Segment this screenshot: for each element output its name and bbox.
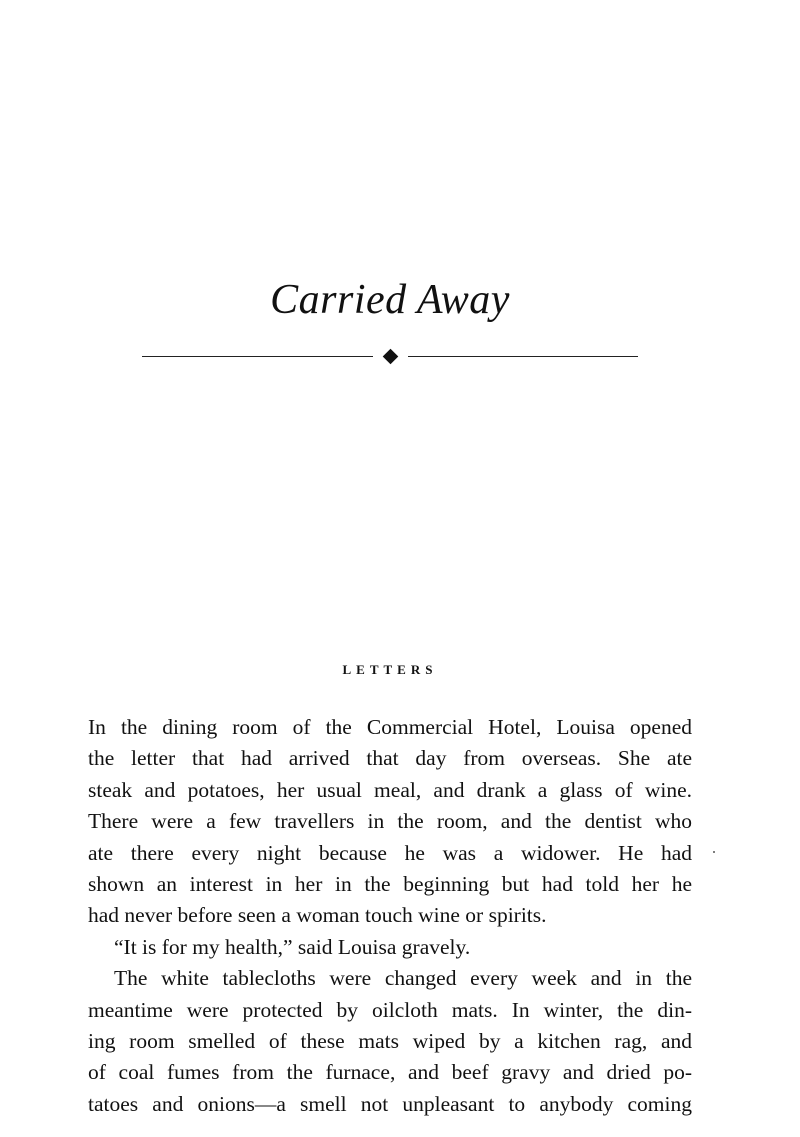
text-line: In the dining room of the Commercial Hotel, Louisa opened [88,715,692,739]
text-line: ing room smelled of these mats wiped by a kitchen rag, and [88,1028,692,1053]
text-line: tatoes and onions—a smell not unpleasant to anybody coming [88,1091,692,1116]
text-line: The white tablecloths were changed every week and in the [114,966,692,991]
text-line: had never before seen a woman touch wine or spirits. [88,903,547,928]
chapter-title: Carried Away [270,277,510,323]
scan-speck [713,851,715,853]
text-line: meantime were protected by oilcloth mats. In winter, the din- [88,997,692,1022]
text-line: There were a few travellers in the room, and the dentist who [88,809,692,834]
text-line: the letter that had arrived that day from overseas. She ate [88,746,692,771]
text-line: ate there every night because he was a widower. He had [88,840,692,865]
text-line: “It is for my health,” said Louisa gravely. [114,934,471,959]
ornament-rule-right [408,356,639,357]
diamond-icon [382,348,398,364]
text-line: of coal fumes from the furnace, and beef gravy and dried po- [88,1060,692,1085]
ornament-rule-left [142,356,373,357]
text-line: shown an interest in her in the beginning but had told her he [88,871,692,896]
section-heading: LETTERS [342,662,438,677]
text-line: steak and potatoes, her usual meal, and drank a glass of wine. [88,777,692,802]
body-text [88,712,692,1120]
title-ornament [142,346,638,366]
